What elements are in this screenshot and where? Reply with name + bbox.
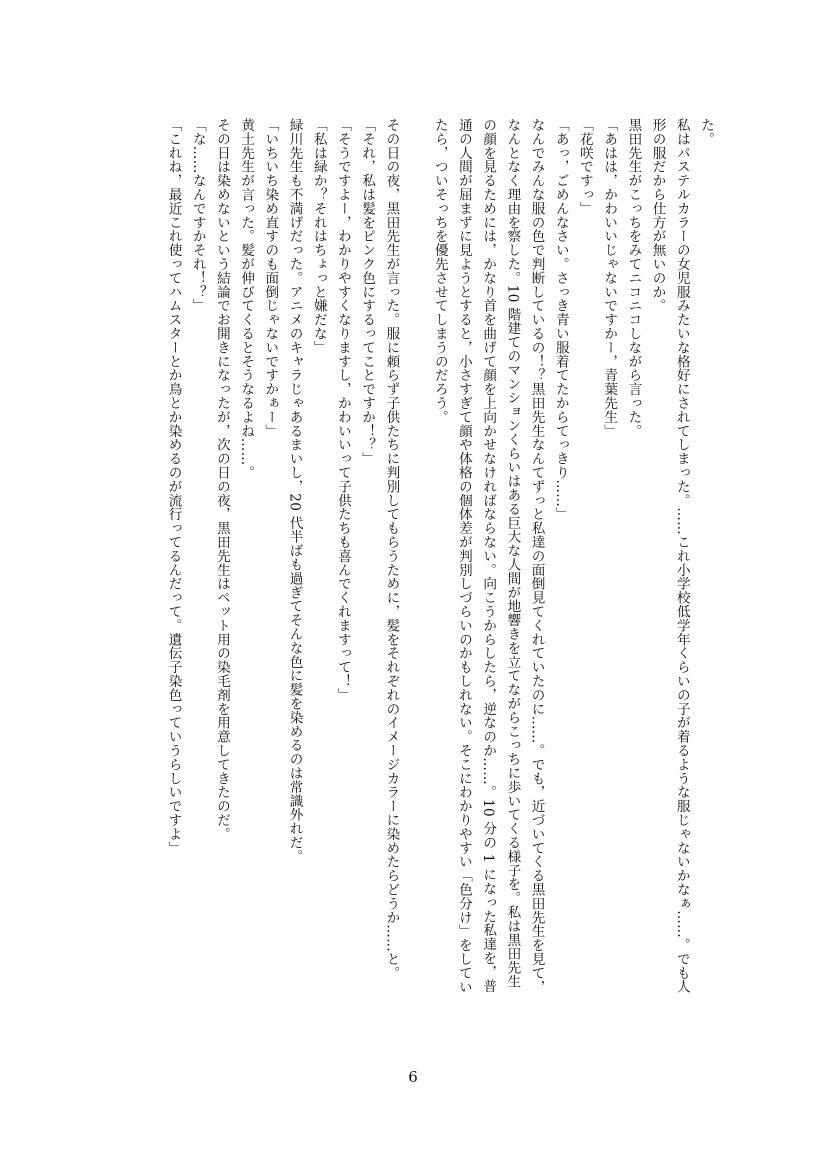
text-line: の顔を見るためには，かなり首を曲げて顔を上向かせなければならない。向こうからしたら，逆なのか……。10 分の 1 になった私達を，普 [480,118,497,993]
text-line: その日の夜，黒田先生が言った。服に頼らず子供たちに判別してもらうために，髪をそれぞれのイメージカラーに染めたらどうか……と。 [383,118,400,980]
text-line: 「これね，最近これ使ってハムスターとか鳥とか染めるのが流行ってるんだって。遺伝子染色っていうらしいですよ」 [165,118,182,855]
text-line: 「いちいち染め直すのも面倒じゃないですかぁー」 [262,118,279,438]
text-line: 「あっ，ごめんなさい。さっき青い服着てたからてっきり……」 [552,118,569,522]
text-line: なんとなく理由を察した。10 階建てのマンションくらいはある巨大な人間が地響きを立てながらこっちに歩いてくる様子を。私は黒田先生 [504,118,521,989]
text-line: 「花咲ですっ」 [576,118,593,216]
text-line: 「それ，私は髪をピンク色にするってことですか！？」 [359,118,376,466]
text-line: その日は染めないという結論でお開きになったが，次の日の夜，黒田先生はペット用の染毛剤を用意してきたのだ。 [213,118,230,841]
text-line: 緑川先生も不満げだった。アニメのキャラじゃあるまいし，20 代半ばも過ぎてそんな色に髪を染めるのは常識外れだ。 [286,118,303,864]
paragraph-break [403,118,427,1066]
text-line: 「そうですよー，わかりやすくなりますし，かわいいって子供たちも喜んでくれますって！」 [334,118,351,702]
text-line: 形の服だから仕方が無いのか。 [649,118,666,313]
text-line: 私はパステルカラーの女児服みたいな格好にされてしまった。……これ小学校低学年くらいの子が着るような服じゃないかなぁ……。でも人 [673,118,690,994]
text-line: 「な……なんですかそれ！？」 [189,118,206,313]
text-line: た。 [698,118,714,146]
text-line: 通の人間が屈まずに見ようとすると，小さすぎて顔や体格の個体差が判別しづらいのかもしれない。そこにわかりやすい「色分け」をしてい [455,118,472,994]
text-line: 「あはは，かわいいじゃないですかー，青葉先生」 [601,118,618,438]
vertical-text-body [161,118,718,1066]
text-line: なんでみんな服の色で判断しているの！？黒田先生なんてずっと私達の面倒見てくれていたのに……。でも，近づいてくる黒田先生を見て， [528,118,545,994]
page-number: 6 [408,1068,418,1086]
text-line: たら，ついそっちを優先させてしまうのだろう。 [431,118,448,424]
text-line: 黒田先生がこっちをみてニコニコしながら言った。 [625,118,642,438]
text-line: 「私は緑か？それはちょっと嫌だな」 [310,118,327,355]
text-line: 黄土先生が言った。髪が伸びてくるとそうなるよね……。 [238,118,255,480]
